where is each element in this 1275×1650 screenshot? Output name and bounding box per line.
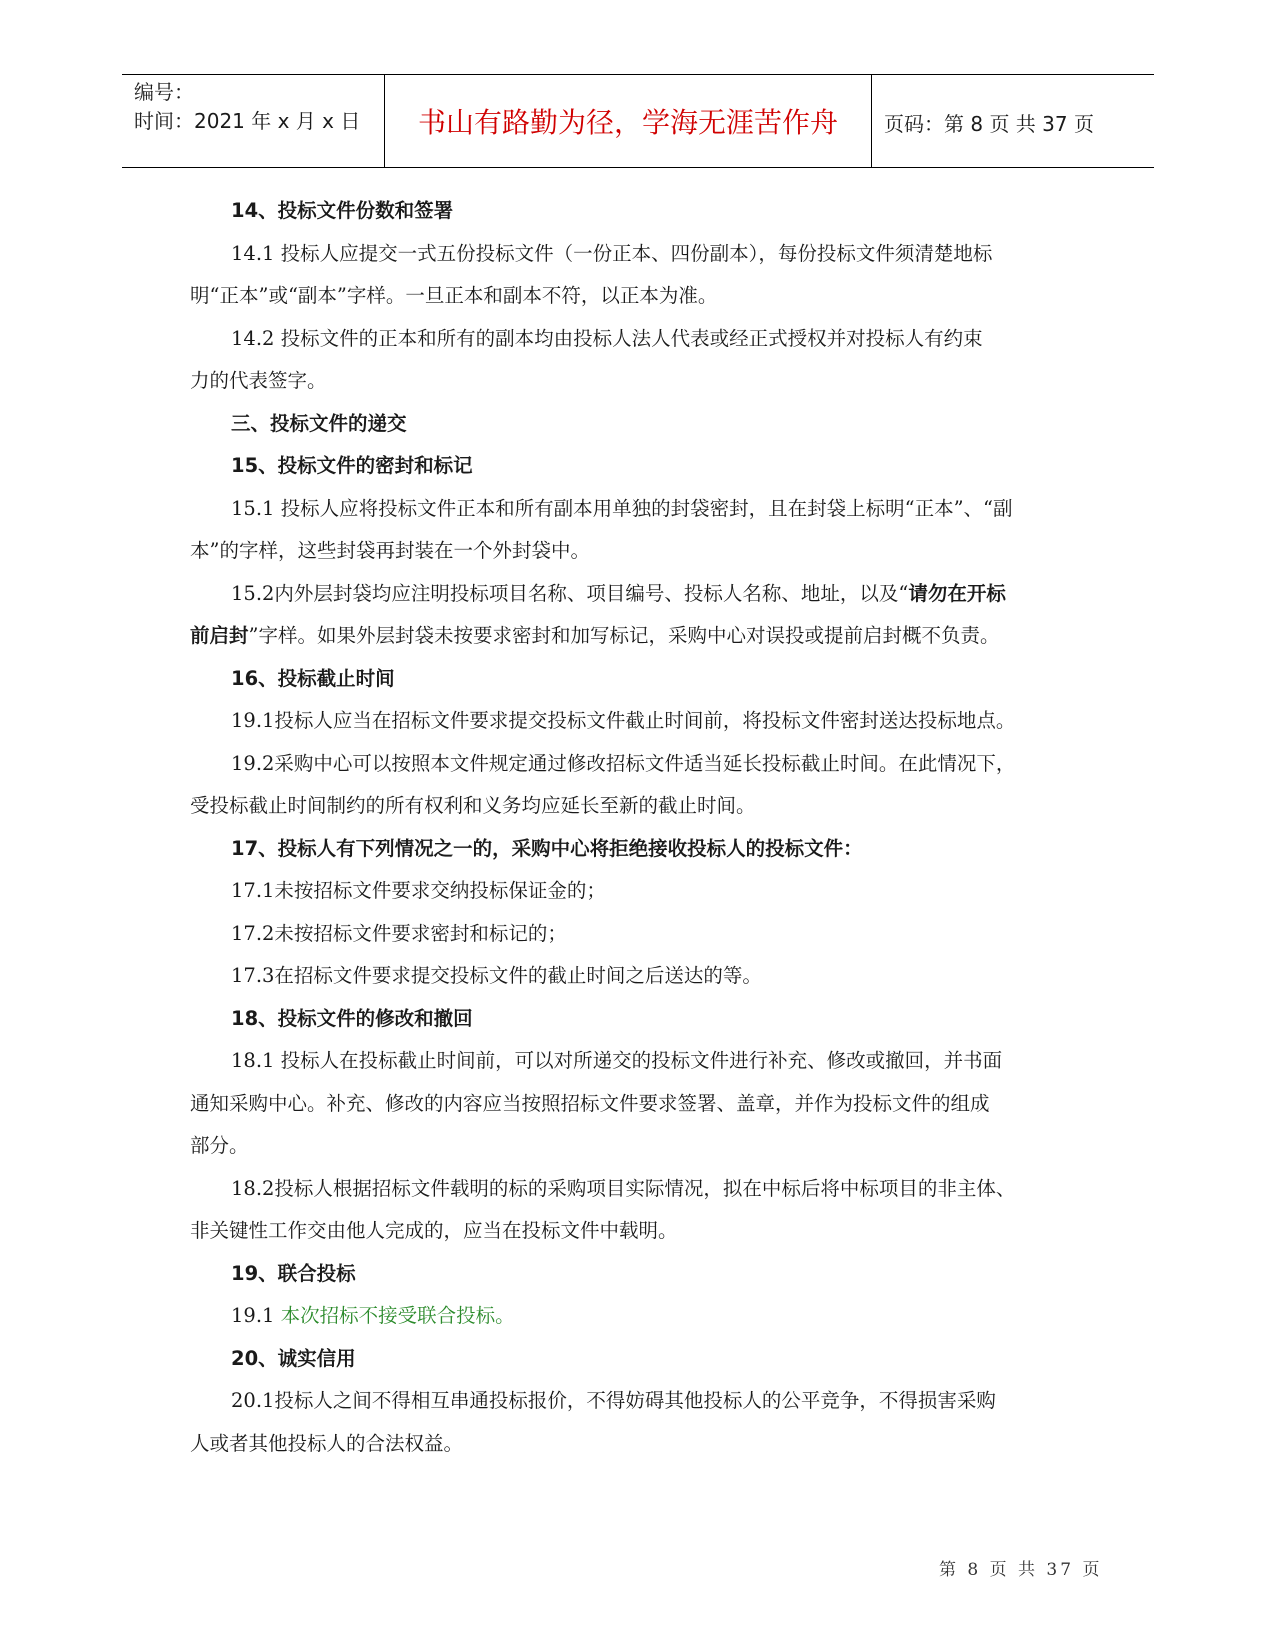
clause-number: 19.1	[231, 1304, 281, 1327]
section-heading-17: 17、投标人有下列情况之一的，采购中心将拒绝接收投标人的投标文件：	[231, 836, 863, 860]
paragraph-line: 通知采购中心。补充、修改的内容应当按照招标文件要求签署、盖章，并作为投标文件的组成	[190, 1091, 990, 1115]
section-heading-19: 19、联合投标	[231, 1261, 356, 1285]
list-item: 17.1未按招标文件要求交纳投标保证金的；	[231, 879, 606, 902]
section-heading-18: 18、投标文件的修改和撤回	[231, 1006, 473, 1030]
paragraph-line: 本”的字样，这些封袋再封装在一个外封袋中。	[190, 539, 590, 562]
header-motto: 书山有路勤为径，学海无涯苦作舟	[385, 75, 872, 167]
paragraph-line: 非关键性工作交由他人完成的，应当在投标文件中载明。	[190, 1219, 678, 1242]
paragraph-line: 19.2采购中心可以按照本文件规定通过修改招标文件适当延长投标截止时间。在此情况下，	[231, 751, 1016, 775]
paragraph-line: 力的代表签字。	[190, 369, 327, 392]
document-time-label: 时间：2021 年 x 月 x 日	[134, 109, 361, 133]
document-number-label: 编号：	[134, 80, 194, 104]
paragraph-line: 15.1 投标人应将投标文件正本和所有副本用单独的封袋密封，且在封袋上标明“正本”、“副	[231, 496, 1013, 520]
paragraph-line: 18.1 投标人在投标截止时间前，可以对所递交的投标文件进行补充、修改或撤回，并书面	[231, 1049, 1003, 1072]
header-page-label: 页码：第 8 页 共 37 页	[884, 111, 1094, 136]
section-heading-20: 20、诚实信用	[231, 1346, 356, 1370]
paragraph-line	[190, 1295, 1095, 1338]
bold-phrase: 前启封	[190, 624, 249, 647]
paragraph-line: 14.1 投标人应提交一式五份投标文件（一份正本、四份副本），每份投标文件须清楚地标	[231, 241, 993, 265]
paragraph-line	[190, 615, 1095, 658]
paragraph-line: 18.2投标人根据招标文件载明的标的采购项目实际情况，拟在中标后将中标项目的非主体、	[231, 1176, 1016, 1200]
list-item: 17.2未按招标文件要求密封和标记的；	[231, 921, 567, 945]
list-item: 17.3在招标文件要求提交投标文件的截止时间之后送达的等。	[231, 964, 762, 987]
paragraph-text: ”字样。如果外层封袋未按要求密封和加写标记，采购中心对误投或提前启封概不负责。	[248, 624, 1000, 647]
bold-phrase: 请勿在开标	[908, 581, 1006, 605]
section-heading-16: 16、投标截止时间	[231, 666, 395, 690]
page-footer: 第 8 页 共 37 页	[939, 1560, 1103, 1580]
paragraph-line: 19.1投标人应当在招标文件要求提交投标文件截止时间前，将投标文件密封送达投标地点。	[231, 709, 1016, 732]
page-header	[122, 74, 1154, 168]
section-heading-14: 14、投标文件份数和签署	[231, 199, 454, 222]
document-body	[190, 190, 1095, 1465]
paragraph-line: 14.2 投标文件的正本和所有的副本均由投标人法人代表或经正式授权并对投标人有约束	[231, 326, 983, 350]
paragraph-line: 受投标截止时间制约的所有权利和义务均应延长至新的截止时间。	[190, 794, 756, 817]
header-meta	[122, 75, 385, 167]
section-heading-15: 15、投标文件的密封和标记	[231, 454, 473, 477]
paragraph-line	[190, 573, 1095, 616]
paragraph-text: 15.2内外层封袋均应注明投标项目名称、项目编号、投标人名称、地址，以及“	[231, 581, 909, 605]
chapter-heading-3: 三、投标文件的递交	[231, 411, 407, 435]
paragraph-line: 部分。	[190, 1134, 249, 1157]
paragraph-line: 人或者其他投标人的合法权益。	[190, 1431, 464, 1455]
paragraph-line: 20.1投标人之间不得相互串通投标报价，不得妨碍其他投标人的公平竞争，不得损害采购	[231, 1389, 996, 1412]
green-highlight-text: 本次招标不接受联合投标。	[280, 1304, 515, 1327]
paragraph-line: 明“正本”或“副本”字样。一旦正本和副本不符，以正本为准。	[190, 284, 718, 307]
